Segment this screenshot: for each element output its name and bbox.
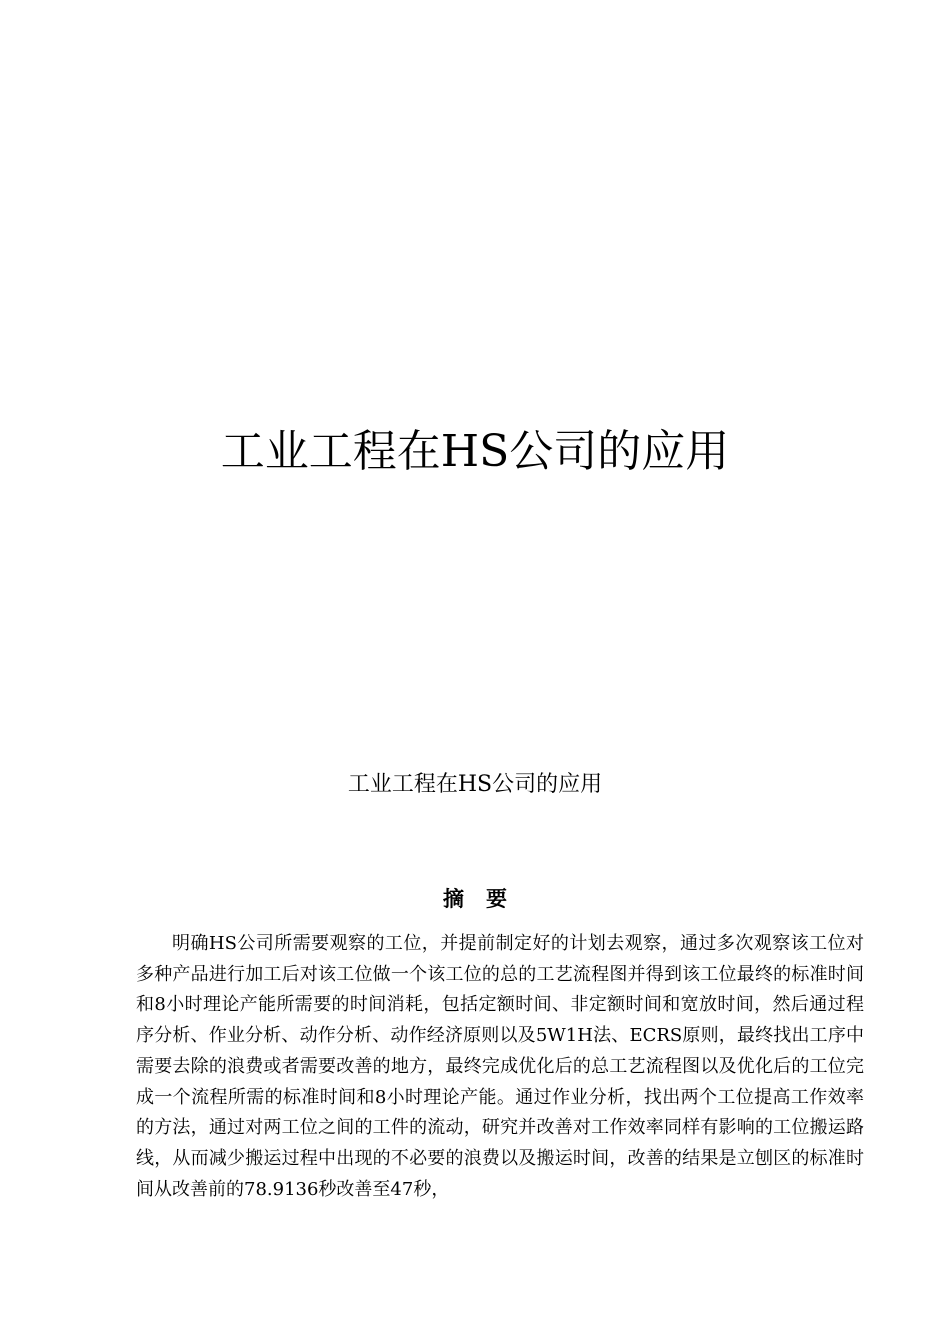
- paper-title: 工业工程在HS公司的应用: [347, 772, 603, 797]
- cover-title: 工业工程在HS公司的应用: [220, 426, 730, 477]
- abstract-body: 明确HS公司所需要观察的工位，并提前制定好的计划去观察，通过多次观察该工位对多种产品进行加工后对该工位做一个该工位的总的工艺流程图并得到该工位最终的标准时间和8小时理论产能所需要的时间消耗，包括定额时间、非定额时间和宽放时间，然后通过程序分析、作业分析、动作分析、动作经济原则以及5W1H法、ECRS原则，最终找出工序中需要去除的浪费或者需要改善的地方，最终完成优化后的总工艺流程图以及优化后的工位完成一个流程所需的标准时间和8小时理论产能。通过作业分析，找出两个工位提高工作效率的方法，通过对两工位之间的工件的流动，研究并改善对工作效率同样有影响的工位搬运路线，从而减少搬运过程中出现的不必要的浪费以及搬运时间，改善的结果是立刨区的标准时间从改善前的78.9136秒改善至47秒，: [136, 933, 864, 1200]
- abstract-heading: 摘要: [443, 886, 529, 911]
